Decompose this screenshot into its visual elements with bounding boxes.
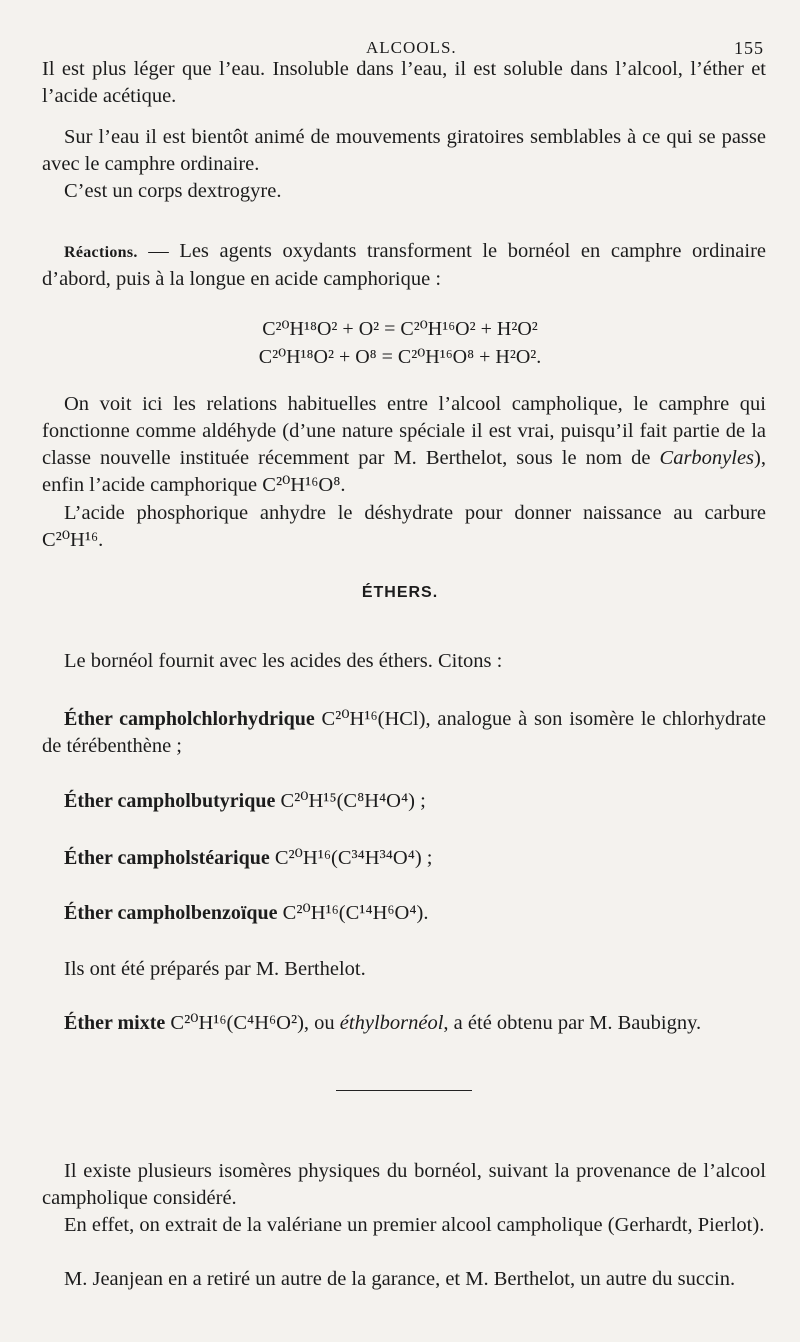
paragraph-jeanjean: [42, 1266, 766, 1293]
formula-oxidation-1: C²⁰H¹⁸O² + O² = C²⁰H¹⁶O² + H²O²: [262, 318, 538, 340]
reactions-text: — Les agents oxydants transforment le bornéol en camphre ordinaire d’abord, puis à la longue en acide camphorique :: [42, 240, 766, 290]
relations-italic: Carbonyles: [659, 447, 755, 469]
paragraph-solubility-text: Il est plus léger que l’eau. Insoluble dans l’eau, il est soluble dans l’alcool, l’éther et l’acide acétique.: [42, 58, 766, 107]
paragraph-citons: [42, 648, 766, 675]
paragraph-dextrogyre-text: C’est un corps dextrogyre.: [64, 180, 282, 202]
ether-name-chlorhydrique: Éther campholchlorhydrique: [64, 708, 315, 730]
ether-entry-chlorhydrique: [42, 706, 766, 760]
ether-text-mixte-a: C²⁰H¹⁶(C⁴H⁶O²), ou: [165, 1012, 340, 1034]
paragraph-giratory: [42, 124, 766, 178]
ether-text-butyrique: C²⁰H¹⁵(C⁸H⁴O⁴) ;: [275, 790, 426, 812]
formula-oxidation-2: C²⁰H¹⁸O² + O⁸ = C²⁰H¹⁶O⁸ + H²O².: [258, 346, 542, 368]
page-number: 155: [734, 38, 764, 58]
ether-entry-butyrique: [42, 788, 766, 815]
ether-text-chlorhydrique: C²⁰H¹⁶(HCl), analogue à son isomère le chlorhydrate de térébenthène ;: [42, 708, 767, 757]
ether-name-stearique: Éther campholstéarique: [64, 847, 270, 869]
ether-entry-benzoique: [42, 900, 766, 927]
ether-italic-mixte: éthylbornéol: [339, 1012, 444, 1034]
ether-name-butyrique: Éther campholbutyrique: [64, 790, 276, 812]
paragraph-giratory-text: Sur l’eau il est bientôt animé de mouvements giratoires semblables à ce qui se passe avec le camphre ordinaire.: [42, 126, 766, 175]
paragraph-phosphoric-text: L’acide phosphorique anhydre le déshydrate pour donner naissance au carbure C²⁰H¹⁶.: [42, 502, 766, 551]
ether-entry-mixte: [42, 1010, 766, 1037]
relations-text-b: ), enfin l’acide camphorique C²⁰H¹⁶O⁸.: [42, 447, 766, 496]
paragraph-berthelot: [42, 956, 766, 983]
paragraph-solubility: [42, 56, 766, 110]
paragraph-citons-text: Le bornéol fournit avec les acides des éthers. Citons :: [64, 650, 503, 672]
reactions-label: Réactions.: [64, 244, 138, 261]
paragraph-phosphoric: [42, 500, 766, 554]
paragraph-dextrogyre: [42, 178, 766, 205]
paragraph-berthelot-text: Ils ont été préparés par M. Berthelot.: [64, 958, 366, 980]
ether-name-mixte: Éther mixte: [64, 1012, 166, 1034]
paragraph-isomers-text: Il existe plusieurs isomères physiques du bornéol, suivant la provenance de l’alcool campholique considéré.: [42, 1160, 766, 1209]
paragraph-jeanjean-text: M. Jeanjean en a retiré un autre de la garance, et M. Berthelot, un autre du succin.: [64, 1268, 736, 1290]
paragraph-reactions: [42, 238, 766, 293]
paragraph-valeriane: [42, 1212, 766, 1239]
section-title-ethers: ÉTHERS.: [361, 584, 439, 601]
ether-text-stearique: C²⁰H¹⁶(C³⁴H³⁴O⁴) ;: [269, 847, 433, 869]
paragraph-relations: [42, 391, 766, 499]
relations-text-a: On voit ici les relations habituelles entre l’alcool campholique, le camphre qui fonctionne comme aldéhyde (d’une nature spéciale il est vrai, puisqu’il fait partie de la classe nouvelle instituée récemment par M. Berthelot, sous le nom de: [42, 393, 766, 469]
running-title: ALCOOLS.: [366, 38, 457, 57]
ether-text-mixte-b: , a été obtenu par M. Baubigny.: [443, 1012, 702, 1034]
paragraph-valeriane-text: En effet, on extrait de la valériane un premier alcool campholique (Gerhardt, Pierlot).: [64, 1214, 765, 1236]
section-divider: [336, 1090, 472, 1091]
ether-text-benzoique: C²⁰H¹⁶(C¹⁴H⁶O⁴).: [277, 902, 429, 924]
ether-name-benzoique: Éther campholbenzoïque: [64, 902, 278, 924]
paragraph-isomers: [42, 1158, 766, 1212]
ether-entry-stearique: [42, 845, 766, 872]
